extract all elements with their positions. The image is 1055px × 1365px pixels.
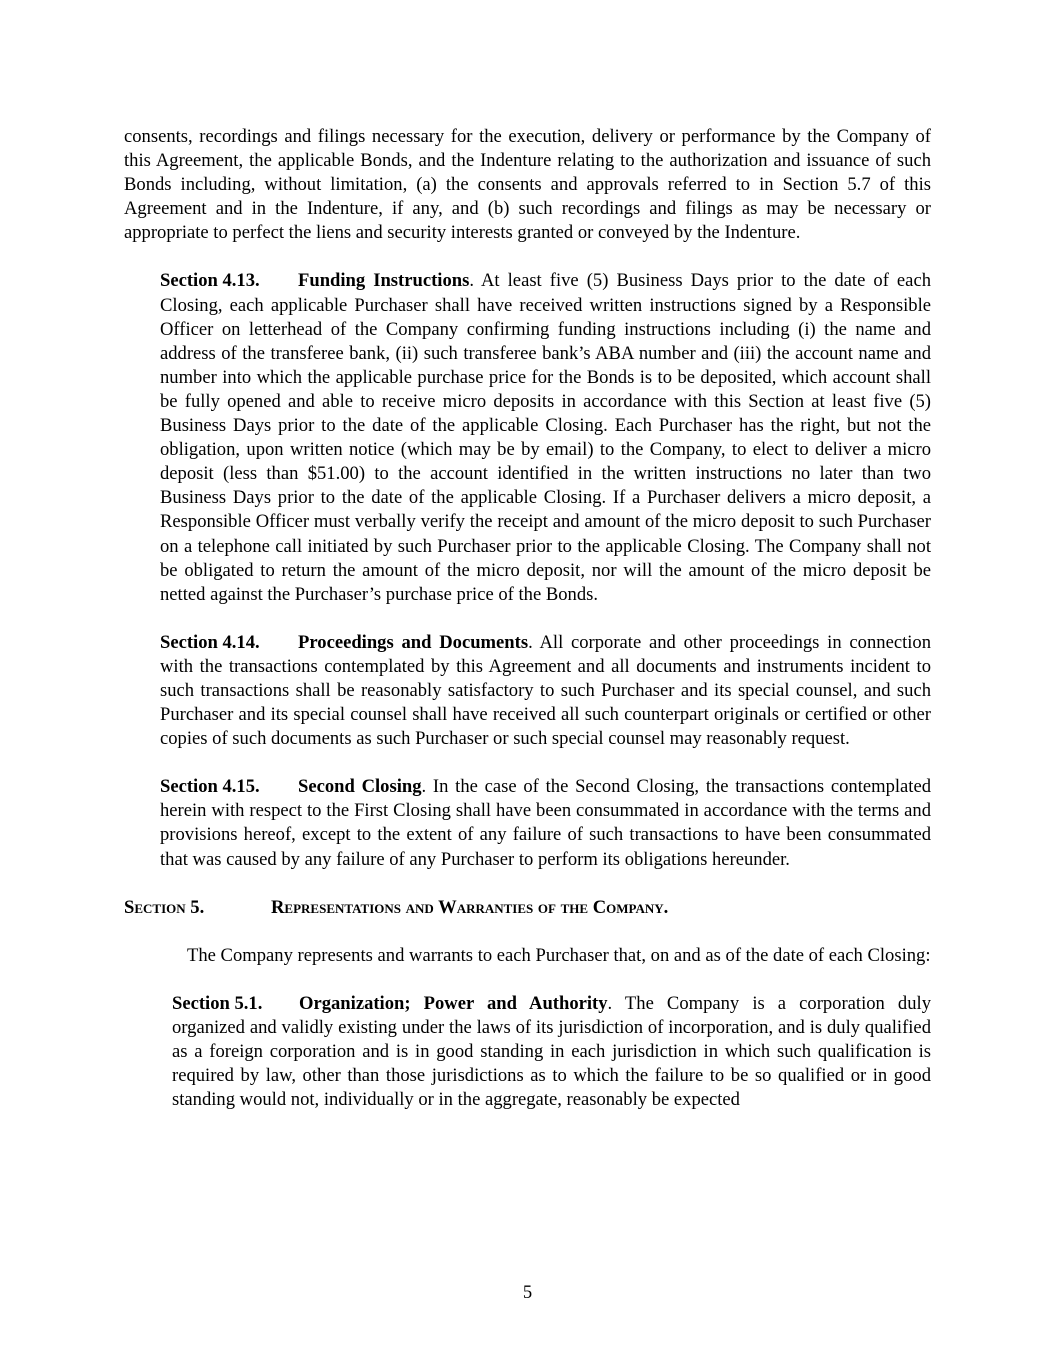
section-title: Proceedings and Documents [298, 631, 529, 653]
section-5-intro: The Company represents and warrants to each Purchaser that, on and as of the date of each Closing: [187, 944, 931, 966]
section-number: Section 4.14. [160, 631, 260, 653]
section-5-heading [124, 896, 931, 920]
section-body: . At least five (5) Business Days prior to the date of each Closing, each applicable Purchaser shall have received written instructions signed by a Responsible Officer on letterhead of the Company confirming funding instructions including (i) the name and address of the transferee bank, (ii) such transferee bank’s ABA number and (iii) the account name and number into which the applicable purchase price for the Bonds is to be deposited, which account shall be fully opened and able to receive micro deposits in accordance with this Section at least five (5) Business Days prior to the date of the applicable Closing. Each Purchaser has the right, but not the obligation, upon written notice (which may be by email) to the Company, to elect to deliver a micro deposit (less than $51.00) to the account identified in the written instructions no later than two Business Days prior to the date of the applicable Closing. If a Purchaser delivers a micro deposit, a Responsible Officer must verbally verify the receipt and amount of the micro deposit to such Purchaser on a telephone call initiated by such Purchaser prior to the applicable Closing. The Company shall not be obligated to return the amount of the micro deposit, nor will the amount of the micro deposit be netted against the Purchaser’s purchase price of the Bonds. [160, 270, 931, 605]
section-body: . The Company is a corporation duly organized and validly existing under the laws of its jurisdiction of incorporation, and is duly qualified as a foreign corporation and is in good standing in each jurisdiction in which such qualification is required by law, other than those jurisdictions as to which the failure to be so qualified or in good standing would not, individually or in the aggregate, reasonably be expected [172, 992, 931, 1111]
section-body: . In the case of the Second Closing, the transactions contemplated herein with respect to the First Closing shall have been consummated in accordance with the terms and provisions hereof, except to the extent of any failure of such transactions to have been consummated that was caused by any failure of any Purchaser to perform its obligations hereunder. [160, 776, 932, 870]
page-number: 5 [522, 1282, 533, 1303]
section-title: Funding Instructions [298, 270, 470, 292]
opening-paragraph: consents, recordings and filings necessary for the execution, delivery or performance by the Company of this Agreement, the applicable Bonds, and the Indenture relating to the authorization and issuance of such Bonds including, without limitation, (a) the consents and approvals referred to in Section 5.7 of this Agreement and in the Indenture, if any, and (b) such recordings and filings as may be necessary or appropriate to perfect the liens and security interests granted or conveyed by the Indenture. [124, 126, 931, 244]
page-content [124, 125, 931, 1112]
section-4-14 [124, 631, 931, 751]
section-4-15 [124, 775, 931, 871]
heading-suffix: . [663, 896, 669, 918]
section-title: Organization; Power and Authority [299, 992, 608, 1014]
section-number: Section 5.1. [172, 992, 263, 1014]
heading-number: Section 5. [124, 896, 205, 918]
section-5-1 [124, 992, 931, 1112]
section-4-13 [124, 269, 931, 606]
section-body: . All corporate and other proceedings in connection with the transactions contemplated by this Agreement and all documents and instruments incident to such transactions shall be reasonably satisfactory to such Purchaser and its special counsel, and such Purchaser and its special counsel shall have received all such counterpart originals or certified or other copies of such documents as such Purchaser or such special counsel may reasonably request. [160, 631, 931, 750]
section-number: Section 4.15. [160, 776, 260, 798]
section-number: Section 4.13. [160, 270, 260, 292]
heading-title: Representations and Warranties of the Company [271, 896, 664, 918]
section-title: Second Closing [298, 776, 422, 798]
